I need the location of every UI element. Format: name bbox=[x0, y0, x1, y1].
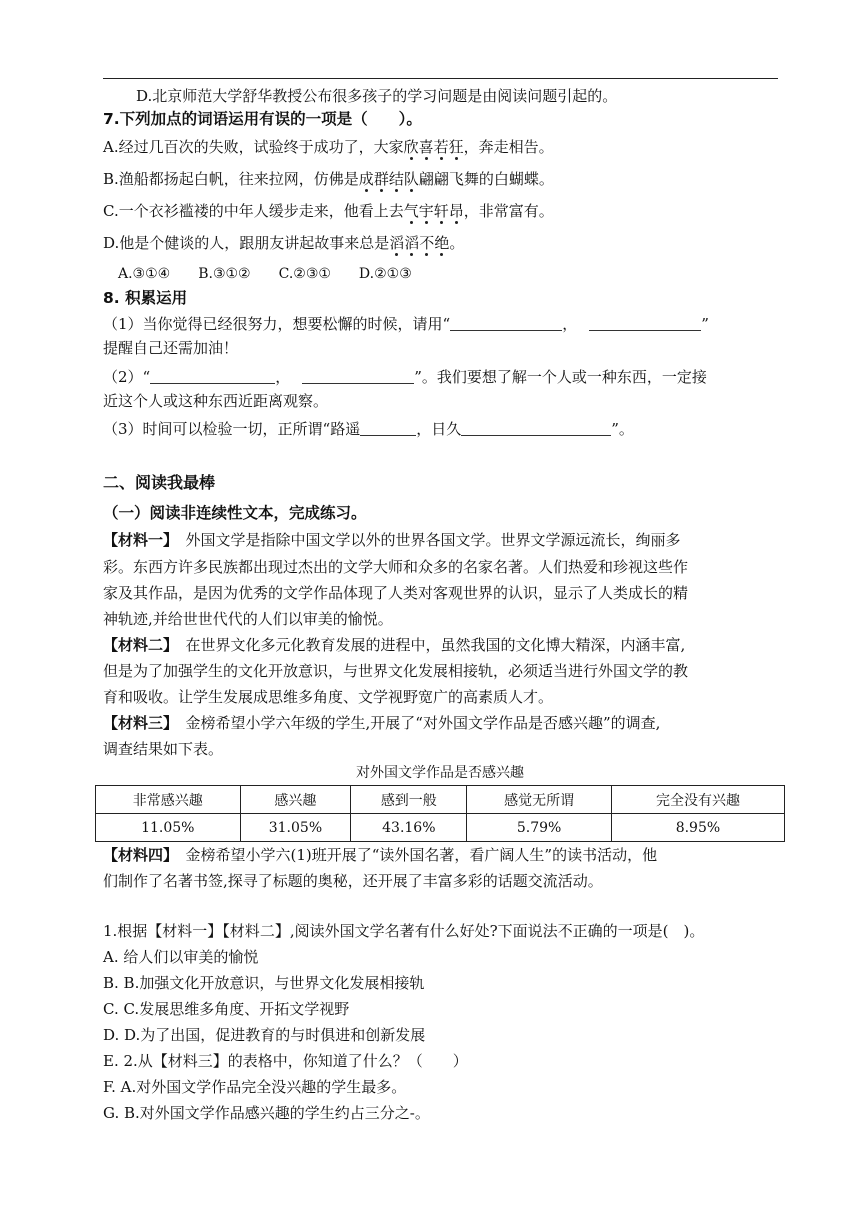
answer-blank[interactable] bbox=[150, 367, 275, 384]
dotted-char: 结 bbox=[388, 170, 404, 188]
dotted-char: 滔 bbox=[404, 234, 420, 252]
material1-line4: 神轨迹,并给世世代代的人们以审美的愉悦。 bbox=[103, 610, 393, 628]
answer-blank[interactable] bbox=[589, 314, 701, 331]
dotted-char: 队 bbox=[403, 170, 419, 188]
option-line: C. C.发展思维多角度、开拓文学视野 bbox=[103, 1000, 350, 1018]
header-rule bbox=[103, 78, 778, 79]
dotted-char: 喜 bbox=[418, 138, 434, 156]
answer-blank[interactable] bbox=[450, 314, 562, 331]
table-cell: 11.05% bbox=[96, 814, 241, 842]
q7-stem: 7.下列加点的词语运用有误的一项是（ ）。 bbox=[103, 110, 422, 128]
dotted-char: 滔 bbox=[389, 234, 405, 252]
material2-line1 bbox=[103, 634, 685, 656]
option-line: A. 给人们以审美的愉悦 bbox=[103, 948, 259, 966]
material3-line2: 调查结果如下表。 bbox=[103, 740, 224, 758]
table-header-cell: 感兴趣 bbox=[240, 786, 351, 814]
dotted-char: 群 bbox=[373, 170, 389, 188]
table-header-row bbox=[96, 786, 785, 814]
q7-option-b bbox=[103, 168, 554, 190]
q8-item2-line2: 近这个人或这种东西近距离观察。 bbox=[103, 392, 329, 410]
table-header-cell: 感到一般 bbox=[351, 786, 467, 814]
material2-label: 【材料二】 bbox=[103, 636, 171, 654]
q7-b-tail: 翩翩飞舞的白蝴蝶。 bbox=[418, 170, 554, 188]
q7-c-tail: ，非常富有。 bbox=[463, 202, 554, 220]
q8-item1-end: ” bbox=[701, 315, 709, 333]
section2-subheading: （一）阅读非连续性文本，完成练习。 bbox=[103, 504, 367, 522]
q8-item3 bbox=[103, 418, 634, 440]
material1-line2: 彩。东西方许多民族都出现过杰出的文学大师和众多的名家名著。人们热爱和珍视这些作 bbox=[103, 558, 689, 576]
option-line: D. D.为了出国，促进教育的与时俱进和创新发展 bbox=[103, 1026, 426, 1044]
table-cell: 31.05% bbox=[240, 814, 351, 842]
option-line: E. 2.从【材料三】的表格中，你知道了什么？（ ） bbox=[103, 1052, 468, 1070]
material1-line1 bbox=[103, 529, 681, 551]
q8-title: 8. 积累运用 bbox=[103, 289, 188, 307]
material1-text: 外国文学是指除中国文学以外的世界各国文学。世界文学源远流长，绚丽多 bbox=[170, 531, 681, 549]
answer-blank[interactable] bbox=[360, 419, 416, 436]
q7-choices: A.③①④ B.③①② C.②③① D.②①③ bbox=[118, 266, 412, 282]
table-header-cell: 完全没有兴趣 bbox=[611, 786, 784, 814]
q7-d-text: D.他是个健谈的人，跟朋友讲起故事来总是 bbox=[103, 234, 390, 252]
q8-item3-end: ”。 bbox=[611, 420, 634, 438]
q7-option-a bbox=[103, 136, 554, 158]
dotted-char: 气 bbox=[403, 202, 419, 220]
q7-a-tail: ，奔走相告。 bbox=[463, 138, 554, 156]
material4-text: 金榜希望小学六(1)班开展了“读外国名著，看广阔人生”的读书活动，他 bbox=[170, 846, 658, 864]
dotted-char: 绝 bbox=[434, 234, 450, 252]
material1-label: 【材料一】 bbox=[103, 531, 171, 549]
q7-option-d bbox=[103, 232, 464, 254]
dotted-char: 成 bbox=[358, 170, 374, 188]
table-header-cell: 感觉无所谓 bbox=[467, 786, 612, 814]
q8-item1-text: （1）当你觉得已经很努力，想要松懈的时候，请用“ bbox=[103, 315, 451, 333]
dotted-char: 宇 bbox=[418, 202, 434, 220]
section2-heading: 二、阅读我最棒 bbox=[103, 473, 216, 492]
q8-item2-sep: ， bbox=[275, 368, 291, 386]
table-cell: 43.16% bbox=[351, 814, 467, 842]
table-header-cell: 非常感兴趣 bbox=[96, 786, 241, 814]
material2-text: 在世界文化多元化教育发展的进程中，虽然我国的文化博大精深，内涵丰富, bbox=[170, 636, 686, 654]
material4-line2: 们制作了名著书签,探寻了标题的奥秘，还开展了丰富多彩的话题交流活动。 bbox=[103, 872, 603, 890]
answer-blank[interactable] bbox=[302, 367, 414, 384]
table-title: 对外国文学作品是否感兴趣 bbox=[356, 765, 524, 781]
survey-table bbox=[95, 785, 785, 842]
q8-item2 bbox=[103, 366, 707, 388]
material2-line3: 育和吸收。让学生发展成思维多角度、文学视野宽广的高素质人才。 bbox=[103, 688, 554, 706]
dotted-char: 昂 bbox=[448, 202, 464, 220]
material2-line2: 但是为了加强学生的文化开放意识，与世界文化发展相接轨，必须适当进行外国文学的教 bbox=[103, 662, 689, 680]
q7-d-tail: 。 bbox=[449, 234, 465, 252]
material3-text: 金榜希望小学六年级的学生,开展了“对外国文学作品是否感兴趣”的调查, bbox=[170, 714, 661, 732]
answer-blank[interactable] bbox=[461, 419, 611, 436]
dotted-char: 不 bbox=[419, 234, 435, 252]
q7-c-text: C.一个衣衫褴褛的中年人缓步走来，他看上去 bbox=[103, 202, 404, 220]
option-line: B. B.加强文化开放意识，与世界文化发展相接轨 bbox=[103, 974, 425, 992]
q7-b-text: B.渔船都扬起白帆，往来拉网，仿佛是 bbox=[103, 170, 359, 188]
material3-label: 【材料三】 bbox=[103, 714, 171, 732]
dotted-char: 狂 bbox=[448, 138, 464, 156]
material3-line1 bbox=[103, 712, 660, 734]
dotted-char: 欣 bbox=[403, 138, 419, 156]
q8-item3-text: （3）时间可以检验一切，正所谓“路遥 bbox=[103, 420, 361, 438]
q8-item1 bbox=[103, 313, 709, 335]
table-cell: 5.79% bbox=[467, 814, 612, 842]
q8-item1-sep: ， bbox=[562, 315, 578, 333]
option-line: G. B.对外国文学作品感兴趣的学生约占三分之-。 bbox=[103, 1104, 430, 1122]
question1-stem: 1.根据【材料一】【材料二】,阅读外国文学名著有什么好处?下面说法不正确的一项是( )。 bbox=[103, 922, 705, 940]
q8-item2-tail: ”。我们要想了解一个人或一种东西，一定接 bbox=[414, 368, 707, 386]
table-cell: 8.95% bbox=[611, 814, 784, 842]
q8-item3-sep: ，日久 bbox=[416, 420, 462, 438]
dotted-char: 轩 bbox=[433, 202, 449, 220]
material4-label: 【材料四】 bbox=[103, 846, 171, 864]
dotted-char: 若 bbox=[433, 138, 449, 156]
q7-option-c bbox=[103, 200, 554, 222]
q8-item2-text: （2）“ bbox=[103, 368, 151, 386]
material4-line1 bbox=[103, 844, 657, 866]
material1-line3: 家及其作品，是因为优秀的文学作品体现了人类对客观世界的认识，显示了人类成长的精 bbox=[103, 584, 689, 602]
q7-a-text: A.经过几百次的失败，试验终于成功了，大家 bbox=[103, 138, 404, 156]
q6-option-d: D.北京师范大学舒华教授公布很多孩子的学习问题是由阅读问题引起的。 bbox=[136, 87, 618, 105]
q8-item1-line2: 提醒自己还需加油！ bbox=[103, 339, 239, 357]
option-line: F. A.对外国文学作品完全没兴趣的学生最多。 bbox=[103, 1078, 407, 1096]
table-row bbox=[96, 814, 785, 842]
